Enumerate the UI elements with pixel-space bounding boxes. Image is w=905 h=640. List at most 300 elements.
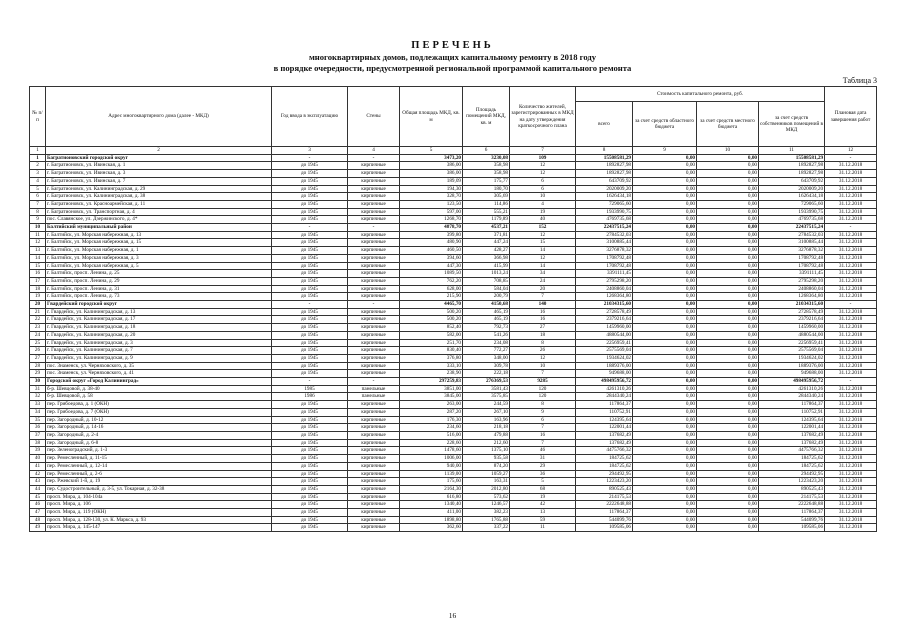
table-cell: 140 [510, 301, 576, 309]
table-cell: 0,00 [633, 347, 697, 355]
table-cell: до 1945 [272, 254, 348, 262]
table-row [30, 408, 877, 416]
table-cell: 1013,24 [463, 270, 510, 278]
table-cell: до 1945 [272, 439, 348, 447]
table-cell: кирпичные [348, 316, 400, 324]
table-cell: г. Гвардейск, ул. Калининградская, д. 9 [46, 354, 272, 362]
table-cell: просп. Мира, д. 106 [46, 501, 272, 509]
table-cell: 0,00 [697, 362, 759, 370]
table-cell: кирпичные [348, 270, 400, 278]
table-cell: - [272, 378, 348, 386]
table-row [30, 200, 877, 208]
table-cell: 114,86 [463, 200, 510, 208]
table-cell: 124395,64 [576, 416, 633, 424]
table-cell: 7 [510, 424, 576, 432]
table-cell: до 1945 [272, 516, 348, 524]
table-row [30, 216, 877, 224]
table-cell: 29 [30, 370, 46, 378]
table-cell: 0,00 [633, 154, 697, 162]
table-cell: 16 [510, 316, 576, 324]
table-cell: 4769735,68 [576, 216, 633, 224]
table-cell: 0,00 [697, 478, 759, 486]
table-cell: г. Балтийск, ул. Морская набережная, д. 3 [46, 254, 272, 262]
table-cell: пер. Ремесленный, д. 2-6 [46, 470, 272, 478]
table-cell: кирпичные [348, 339, 400, 347]
table-cell: 31.12.2018 [825, 324, 877, 332]
table-cell: до 1945 [272, 362, 348, 370]
table-cell: 7 [510, 370, 576, 378]
table-cell: 200,79 [463, 293, 510, 301]
table-cell: 294492,95 [759, 470, 825, 478]
column-number: 12 [825, 147, 877, 155]
table-cell: 31.12.2018 [825, 316, 877, 324]
table-cell: 2222648,88 [759, 501, 825, 509]
table-cell: 124395,64 [759, 416, 825, 424]
table-cell: кирпичные [348, 408, 400, 416]
table-cell: 2728578,49 [759, 308, 825, 316]
table-cell: 15508581,29 [759, 154, 825, 162]
table-cell: 31.12.2018 [825, 170, 877, 178]
table-cell: 0,00 [697, 516, 759, 524]
table-cell: 1459960,00 [576, 324, 633, 332]
table-cell: 189,09 [400, 177, 463, 185]
table-cell: просп. Мира, д. 104-104а [46, 493, 272, 501]
table-cell: 2408860,04 [576, 285, 633, 293]
table-cell: 1933990,75 [759, 208, 825, 216]
table-cell: Городской округ «Город Калининград» [46, 378, 272, 386]
table-cell: 31.12.2018 [825, 485, 877, 493]
table-cell: 163,31 [463, 478, 510, 486]
table-cell: 31.12.2018 [825, 247, 877, 255]
table-cell: 28 [30, 362, 46, 370]
table-cell: 14 [30, 254, 46, 262]
table-cell: 0,00 [697, 447, 759, 455]
table-cell: кирпичные [348, 478, 400, 486]
table-row [30, 247, 877, 255]
table-cell: 44 [30, 485, 46, 493]
table-cell: 0,00 [633, 231, 697, 239]
table-cell: пер. Ремесленный, д. 12-14 [46, 462, 272, 470]
table-cell: 120 [510, 393, 576, 401]
table-cell: 16 [30, 270, 46, 278]
table-cell: 1765,88 [463, 516, 510, 524]
table-cell: 541,26 [463, 331, 510, 339]
table-cell: 1223423,20 [759, 478, 825, 486]
table-cell: 0,00 [697, 231, 759, 239]
header-total-area: Общая площадь МКД, кв. м [400, 87, 463, 147]
table-cell: 2844340,24 [759, 393, 825, 401]
table-cell: 0,00 [697, 293, 759, 301]
table-cell: - [825, 154, 877, 162]
table-cell: 14 [510, 247, 576, 255]
table-cell: 0,00 [697, 285, 759, 293]
table-cell: 15 [30, 262, 46, 270]
table-cell: 394,60 [400, 254, 463, 262]
table-cell: до 1945 [272, 216, 348, 224]
table-cell: 2379216,64 [576, 316, 633, 324]
table-cell: до 1945 [272, 432, 348, 440]
table-cell: кирпичные [348, 247, 400, 255]
table-label: Таблица 3 [842, 76, 877, 85]
table-cell: 0,00 [697, 208, 759, 216]
table-cell: 31.12.2018 [825, 416, 877, 424]
table-cell: 1139,00 [400, 470, 463, 478]
table-cell: 40 [510, 216, 576, 224]
table-cell: 4878,70 [400, 224, 463, 232]
table-cell: г. Багратионовск, ул. Ивинская, д. 3 [46, 170, 272, 178]
table-cell: 2012,80 [463, 485, 510, 493]
table-row [30, 208, 877, 216]
table-cell: 251,70 [400, 339, 463, 347]
table-cell: 31.12.2018 [825, 285, 877, 293]
table-cell: 46 [510, 447, 576, 455]
table-cell: 480,90 [400, 239, 463, 247]
table-cell: 1892827,98 [759, 170, 825, 178]
table-cell: 940,00 [400, 462, 463, 470]
table-cell: пос. Знаменск, ул. Черняховского, д. 41 [46, 370, 272, 378]
table-cell: Багратионовский городской округ [46, 154, 272, 162]
table-cell: 1986 [272, 393, 348, 401]
table-cell: до 1945 [272, 277, 348, 285]
table-cell: пер. Ремесленный, д. 11-15 [46, 455, 272, 463]
table-cell: 386,00 [400, 162, 463, 170]
table-cell: 0,00 [697, 509, 759, 517]
table-cell: 33 [30, 401, 46, 409]
table-cell: 47 [30, 509, 46, 517]
table-cell: 30 [30, 378, 46, 386]
table-row [30, 354, 877, 362]
table-cell: 1459960,00 [759, 324, 825, 332]
table-row [30, 393, 877, 401]
column-number: 6 [463, 147, 510, 155]
table-cell: 0,00 [697, 416, 759, 424]
table-cell: 0,00 [633, 485, 697, 493]
table-cell: 0,00 [633, 478, 697, 486]
table-cell: кирпичные [348, 324, 400, 332]
header-address: Адрес многоквартирного дома (далее - МКД) [46, 87, 272, 147]
table-cell: - [825, 301, 877, 309]
table-cell: 49 [30, 524, 46, 532]
table-cell: 1898,80 [400, 516, 463, 524]
table-cell: 29 [510, 462, 576, 470]
table-row [30, 270, 877, 278]
table-cell: 0,00 [633, 362, 697, 370]
table-cell: 1626434,18 [759, 193, 825, 201]
table-cell: 2784532,03 [759, 231, 825, 239]
table-cell: 21 [30, 308, 46, 316]
table-cell: 137682,49 [576, 432, 633, 440]
table-cell: 40 [30, 455, 46, 463]
table-cell: 309,78 [463, 362, 510, 370]
header-year: Год ввода в эксплуатацию [272, 87, 348, 147]
table-cell: 7 [510, 293, 576, 301]
table-cell: 3276878,32 [759, 247, 825, 255]
table-cell: 31.12.2018 [825, 185, 877, 193]
table-cell: до 1945 [272, 247, 348, 255]
table-cell: 9285 [510, 378, 576, 386]
table-cell: до 1945 [272, 193, 348, 201]
table-row [30, 331, 877, 339]
table-cell: 3 [30, 170, 46, 178]
table-cell: 0,00 [633, 200, 697, 208]
table-cell: 0,00 [633, 493, 697, 501]
table-cell: - [272, 224, 348, 232]
table-cell: 0,00 [697, 170, 759, 178]
table-cell: 382,23 [463, 509, 510, 517]
table-cell: 222,18 [463, 370, 510, 378]
table-cell: 32 [30, 393, 46, 401]
table-cell: кирпичные [348, 362, 400, 370]
table-cell: 0,00 [697, 408, 759, 416]
table-cell: 17 [30, 277, 46, 285]
table-cell: 137682,49 [759, 439, 825, 447]
table-cell: г. Балтийск, ул. Морская набережная, д. 1 [46, 247, 272, 255]
table-cell: - [825, 378, 877, 386]
table-cell: 59 [510, 516, 576, 524]
table-cell: 31.12.2018 [825, 339, 877, 347]
table-cell: 4880544,00 [759, 331, 825, 339]
table-cell: 16 [510, 308, 576, 316]
table-cell: 31.12.2018 [825, 354, 877, 362]
table-cell: кирпичные [348, 416, 400, 424]
table-cell: 31.12.2018 [825, 277, 877, 285]
table-cell: г. Балтийск, ул. Морская набережная, д. 5 [46, 262, 272, 270]
table-cell: 0,00 [697, 185, 759, 193]
table-cell: кирпичные [348, 509, 400, 517]
table-cell: 0,00 [633, 370, 697, 378]
table-cell: 0,00 [697, 485, 759, 493]
table-cell: 184725,62 [759, 455, 825, 463]
table-cell: 110752,91 [759, 408, 825, 416]
table-cell: 3581,43 [463, 385, 510, 393]
table-cell: 584,04 [463, 285, 510, 293]
table-row [30, 347, 877, 355]
table-cell: 1708792,48 [759, 262, 825, 270]
table-cell: кирпичные [348, 485, 400, 493]
table-cell: кирпичные [348, 293, 400, 301]
table-cell: 4537,21 [463, 224, 510, 232]
table-row [30, 485, 877, 493]
table-cell: 137682,49 [759, 432, 825, 440]
table-cell: 194,30 [400, 185, 463, 193]
table-cell: кирпичные [348, 239, 400, 247]
table-cell: 1059,27 [463, 470, 510, 478]
table-cell: г. Гвардейск, ул. Калининградская, д. 18 [46, 324, 272, 332]
table-cell: 11 [30, 231, 46, 239]
header-cost-total: всего [576, 102, 633, 147]
table-row [30, 385, 877, 393]
column-number: 5 [400, 147, 463, 155]
table-cell: 5 [30, 185, 46, 193]
table-cell: 31.12.2018 [825, 162, 877, 170]
table-cell: 6 [510, 416, 576, 424]
table-cell: 26 [510, 347, 576, 355]
table-cell: 3100885,44 [759, 239, 825, 247]
table-cell: 41 [30, 462, 46, 470]
table-cell: 2575569,04 [576, 347, 633, 355]
table-cell: - [272, 301, 348, 309]
table-row [30, 162, 877, 170]
table-cell: 358,98 [463, 162, 510, 170]
table-cell: 31.12.2018 [825, 501, 877, 509]
table-cell: 0,00 [697, 224, 759, 232]
table-cell: кирпичные [348, 432, 400, 440]
table-cell: 46 [30, 501, 46, 509]
table-cell: 498495956,72 [759, 378, 825, 386]
table-cell: 328,70 [400, 193, 463, 201]
table-cell: 0,00 [633, 339, 697, 347]
table-cell: кирпичные [348, 331, 400, 339]
table-cell: 415,99 [463, 262, 510, 270]
table-cell: 362,60 [400, 524, 463, 532]
table-cell: до 1945 [272, 231, 348, 239]
table-cell: 2408860,04 [759, 285, 825, 293]
column-number: 11 [759, 147, 825, 155]
table-cell: г. Багратионовск, ул. Транспортная, д. 4 [46, 208, 272, 216]
table-cell: просп. Мира, д. 128-130, ул. К. Маркса, д. 93 [46, 516, 272, 524]
table-cell: пер. Загородный, д. 2-4 [46, 432, 272, 440]
table-cell: 874,20 [463, 462, 510, 470]
table-cell: 0,00 [633, 247, 697, 255]
table-cell: 2784532,03 [576, 231, 633, 239]
table-cell: 12 [510, 254, 576, 262]
table-cell: 3391111,45 [576, 270, 633, 278]
table-cell: до 1945 [272, 416, 348, 424]
table-cell: 34 [30, 408, 46, 416]
table-cell: 8 [510, 401, 576, 409]
table-cell: кирпичные [348, 200, 400, 208]
table-row [30, 170, 877, 178]
table-cell: 1933990,75 [576, 208, 633, 216]
table-cell: пер. Грибоедова, д. 7 (ОКН) [46, 408, 272, 416]
title-line-2: многоквартирных домов, подлежащих капитальному ремонту в 2018 году [308, 52, 597, 62]
table-cell: 0,00 [633, 308, 697, 316]
table-cell: 15 [510, 239, 576, 247]
table-cell: кирпичные [348, 185, 400, 193]
table-cell: 31.12.2018 [825, 254, 877, 262]
table-cell: 0,00 [697, 262, 759, 270]
table-cell: пос. Славянское, ул. Дзержинского, д. 4* [46, 216, 272, 224]
table-cell: 31.12.2018 [825, 462, 877, 470]
table-cell: 31.12.2018 [825, 455, 877, 463]
table-cell: 0,00 [633, 224, 697, 232]
table-cell: 830,40 [400, 347, 463, 355]
table-cell: 31.12.2018 [825, 231, 877, 239]
table-cell: 21034315,60 [576, 301, 633, 309]
table-cell: 12 [510, 170, 576, 178]
table-cell: г. Балтийск, просп. Ленина, д. 31 [46, 285, 272, 293]
header-deadline: Плановая дата завершения работ [825, 87, 877, 147]
table-cell: 0,00 [633, 193, 697, 201]
table-cell: 772,27 [463, 347, 510, 355]
table-cell: 0,00 [697, 154, 759, 162]
table-cell: г. Балтийск, просп. Ленина, д. 25 [46, 270, 272, 278]
table-cell: 31.12.2018 [825, 493, 877, 501]
table-cell: 447,30 [400, 262, 463, 270]
table-cell: 1006,00 [400, 455, 463, 463]
table-row [30, 193, 877, 201]
table-cell: 18 [30, 285, 46, 293]
table-cell: 0,00 [697, 239, 759, 247]
table-cell: 0,00 [697, 177, 759, 185]
table-cell: 31.12.2018 [825, 293, 877, 301]
table-row [30, 339, 877, 347]
table-cell: 1268364,80 [759, 293, 825, 301]
table-cell: 122001,44 [759, 424, 825, 432]
table-cell: 4261310,26 [576, 385, 633, 393]
table-cell: панельные [348, 393, 400, 401]
table-cell: 117864,37 [759, 401, 825, 409]
table-cell: 582,00 [400, 331, 463, 339]
table-cell: до 1945 [272, 262, 348, 270]
table-cell: 2222648,88 [576, 501, 633, 509]
table-row [30, 424, 877, 432]
table-cell: 544099,76 [759, 516, 825, 524]
table-cell: 0,00 [697, 354, 759, 362]
table-cell: 9 [30, 216, 46, 224]
table-cell: 176,30 [400, 416, 463, 424]
table-cell: 22 [30, 316, 46, 324]
table-row [30, 501, 877, 509]
table-cell: 0,00 [633, 424, 697, 432]
table-cell: г. Багратионовск, ул. Ивинская, д. 7 [46, 177, 272, 185]
table-cell: кирпичные [348, 524, 400, 532]
table-cell: 1268364,80 [576, 293, 633, 301]
column-number: 1 [30, 147, 46, 155]
table-cell: 0,00 [633, 416, 697, 424]
table-cell: 228,60 [400, 439, 463, 447]
table-cell: 573,62 [463, 493, 510, 501]
table-row [30, 224, 877, 232]
table-cell: 0,00 [633, 277, 697, 285]
table-cell: - [272, 154, 348, 162]
table-cell: до 1945 [272, 501, 348, 509]
table-cell: кирпичные [348, 285, 400, 293]
table-cell: до 1945 [272, 331, 348, 339]
table-cell: 729065,60 [759, 200, 825, 208]
table-cell: 31.12.2018 [825, 370, 877, 378]
table-row [30, 285, 877, 293]
table-cell: 218,18 [463, 424, 510, 432]
table-cell: 4 [510, 200, 576, 208]
table-cell: 12 [510, 162, 576, 170]
table-cell: 0,00 [697, 370, 759, 378]
table-row [30, 524, 877, 532]
table-cell: 1 [30, 154, 46, 162]
header-cost-local: за счет средств местного бюджета [697, 102, 759, 147]
table-cell: г. Багратионовск, ул. Калининградская, д. 29 [46, 185, 272, 193]
table-cell: 109585,06 [576, 524, 633, 532]
table-cell: 267,10 [463, 408, 510, 416]
table-cell: 2795298,20 [759, 277, 825, 285]
table-cell: 6 [30, 193, 46, 201]
table-cell: 31.12.2018 [825, 509, 877, 517]
table-cell: 1892827,98 [759, 162, 825, 170]
table-cell: 305,69 [463, 193, 510, 201]
table-cell: 117864,37 [576, 509, 633, 517]
table-cell: 0,00 [633, 254, 697, 262]
table-cell: панельные [348, 385, 400, 393]
table-cell: 214175,53 [576, 493, 633, 501]
table-cell: до 1945 [272, 447, 348, 455]
table-cell: 215,90 [400, 293, 463, 301]
table-row [30, 509, 877, 517]
table-cell: 45 [30, 493, 46, 501]
table-cell: 234,60 [400, 424, 463, 432]
table-cell: 31.12.2018 [825, 177, 877, 185]
table-cell: до 1945 [272, 239, 348, 247]
table-row [30, 324, 877, 332]
